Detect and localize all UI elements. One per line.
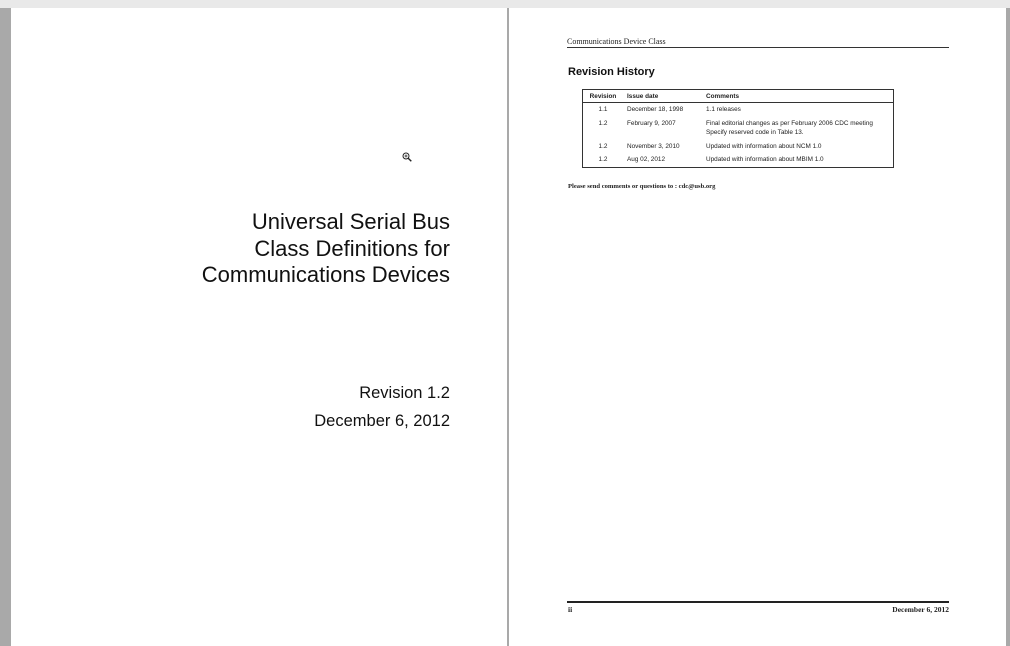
- zoom-in-cursor-icon: [402, 152, 412, 162]
- cover-page[interactable]: [11, 8, 507, 646]
- issue-date-cell: November 3, 2010: [627, 142, 680, 150]
- table-row: [583, 103, 894, 117]
- comment-line: Updated with information about NCM 1.0: [706, 142, 822, 150]
- revision-history-table: [582, 89, 894, 168]
- comment-line: Final editorial changes as per February 2006 CDC meeting: [706, 119, 873, 127]
- issue-date-cell: February 9, 2007: [627, 119, 676, 127]
- revision-cell: 1.2: [598, 142, 608, 150]
- table-header-row: [583, 90, 894, 103]
- cover-title-line: Communications Devices: [201, 262, 450, 287]
- comment-line: 1.1 releases: [706, 106, 741, 113]
- cover-revision: Revision 1.2: [359, 384, 450, 402]
- comment-line: Specify reserved code in Table 13.: [706, 129, 804, 136]
- column-header: Revision: [583, 90, 624, 103]
- column-header: Comments: [702, 90, 894, 103]
- comment-line: Updated with information about MBIM 1.0: [706, 156, 824, 163]
- table-row: [583, 117, 894, 140]
- comments-cell: [702, 103, 894, 117]
- comments-cell: [702, 153, 894, 167]
- revision-history-page[interactable]: [509, 8, 1006, 646]
- revision-cell: 1.2: [598, 156, 608, 163]
- viewer-gutter-left: [0, 8, 11, 646]
- issue-date-cell: December 18, 1998: [627, 106, 684, 113]
- footer-rule: [567, 601, 949, 603]
- footer-page-number: ii: [568, 605, 573, 614]
- cover-title-line: Universal Serial Bus: [251, 209, 450, 234]
- issue-date-cell: Aug 02, 2012: [627, 156, 666, 163]
- running-header: Communications Device Class: [567, 37, 949, 48]
- revision-cell: 1.2: [598, 119, 608, 127]
- comments-cell: [702, 117, 894, 140]
- comments-cell: [702, 140, 894, 154]
- contact-note: Please send comments or questions to : cdc@usb.org: [568, 183, 716, 190]
- revision-cell: 1.1: [598, 106, 608, 113]
- viewer-gutter-right: [1006, 8, 1010, 646]
- cover-date: December 6, 2012: [314, 412, 450, 430]
- table-row: [583, 140, 894, 154]
- footer-date: December 6, 2012: [892, 605, 949, 614]
- table-row: [583, 153, 894, 167]
- cover-title-line: Class Definitions for: [254, 235, 450, 261]
- column-header: Issue date: [623, 90, 702, 103]
- cover-title: [90, 209, 450, 289]
- section-heading: Revision History: [568, 66, 655, 78]
